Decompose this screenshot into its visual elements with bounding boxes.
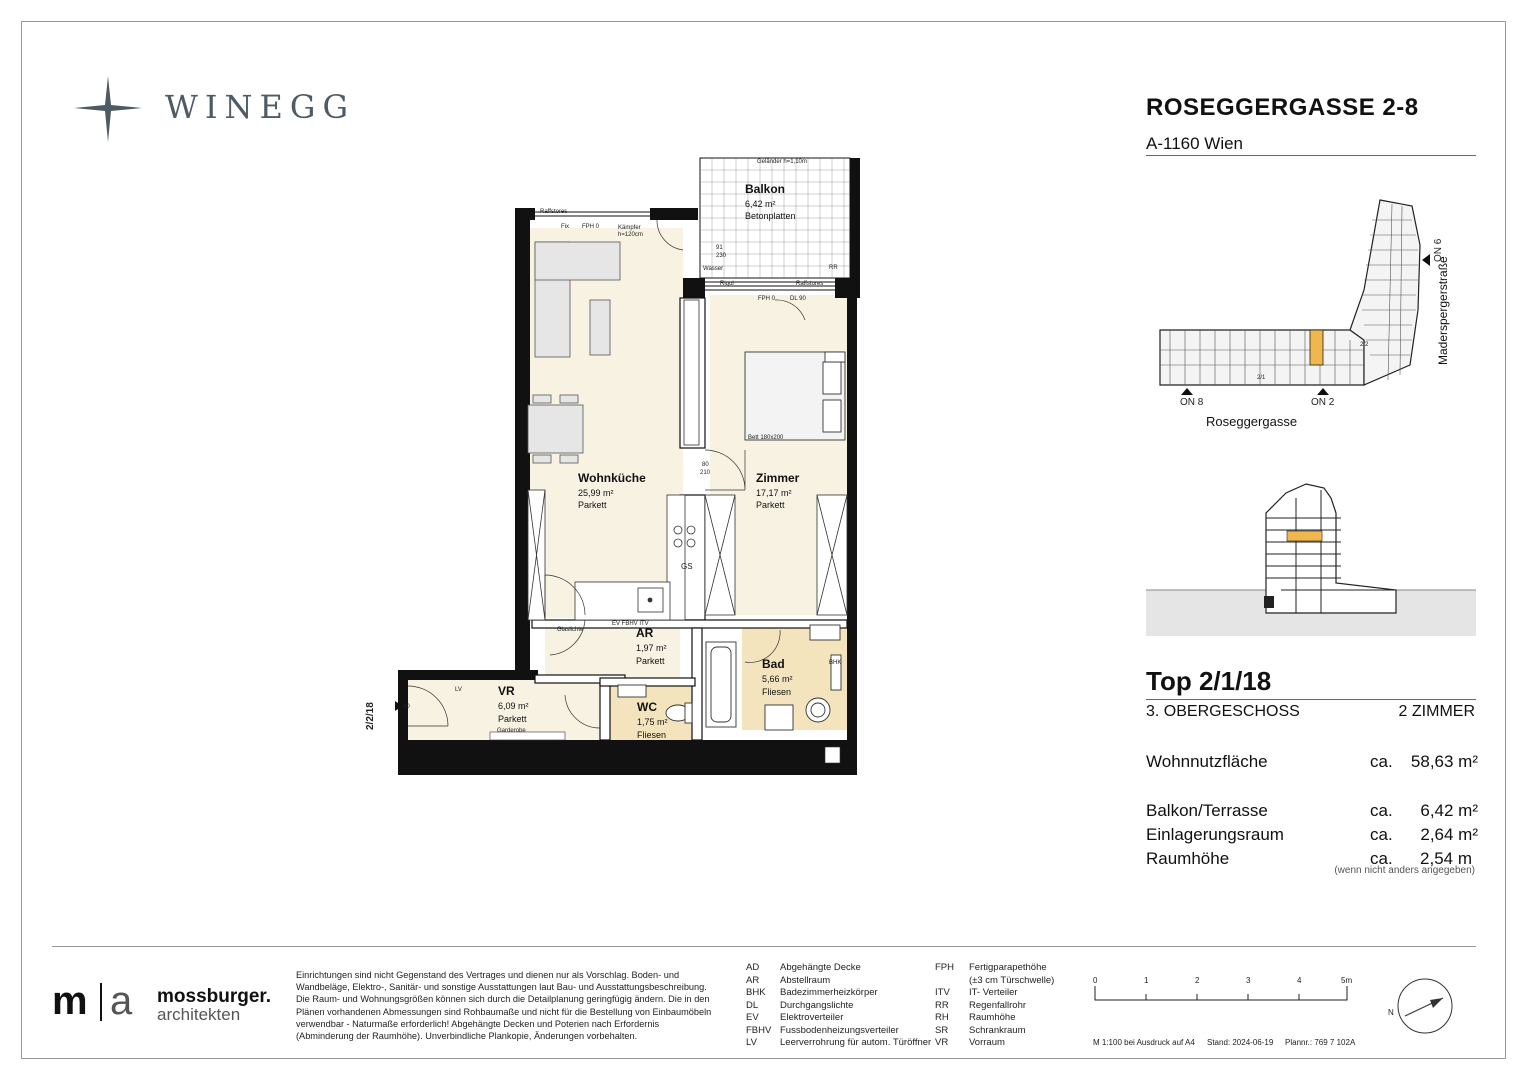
unit-mark-22: 2/2	[1360, 342, 1369, 348]
legend-item: AR Abstellraum	[746, 974, 831, 986]
unit-mark-21: 2/1	[1257, 375, 1266, 381]
room-name-ar: AR	[636, 626, 654, 640]
legend-column-1	[746, 962, 931, 1050]
north-arrow-icon	[1395, 976, 1455, 1036]
tag-gs: GS	[681, 562, 693, 571]
area-label: Raumhöhe	[1146, 849, 1230, 868]
room-area-bad: 5,66 m²	[762, 674, 793, 684]
scale-tick: 1	[1144, 976, 1149, 985]
architect-subtitle: architekten	[157, 1005, 241, 1024]
room-name-wohnkueche: Wohnküche	[578, 471, 646, 485]
room-name-vr: VR	[498, 684, 515, 698]
disclaimer-text: Einrichtungen sind nicht Gegenstand des Vertrages und dienen nur als Vorschlag. Boden- und Wandbeläge, Elektro-, Sanitär- und sonstige Ausstattungen laut Bau- und Ausstattungsbeschreibung. Die Raum- und Wohnungsgrößen können sich durch die Detailplanung geringfügig ändern. Die in den Plänen vorhandenen Abmessungen sind Rohbaumaße und nicht für die Bestellung von Einbaumöbeln verwendbar - Naturmaße erforderlich! Abgehängte Decken und Poterien nach Erfordernis (Abminderung der Raumhöhe). Unverbindliche Plankopie, Änderungen vorbehalten.	[296, 970, 712, 1042]
room-area-ar: 1,97 m²	[636, 643, 667, 653]
unit-top-number: Top 2/1/18	[1146, 666, 1272, 696]
legend-item: DL Durchgangslichte	[746, 999, 854, 1011]
tag-230: 230	[716, 253, 727, 259]
tag-lv: LV	[455, 687, 462, 693]
tag-rr: RR	[829, 265, 838, 271]
street-label-right: Maderspergerstraße	[1436, 256, 1450, 365]
room-area-vr: 6,09 m²	[498, 701, 529, 711]
room-name-zimmer: Zimmer	[756, 471, 800, 485]
scale-tick: 2	[1195, 976, 1200, 985]
room-area-balkon: 6,42 m²	[745, 199, 776, 209]
scale-tick: 4	[1297, 976, 1302, 985]
tag-glaslichte: Glaslichte	[557, 627, 584, 633]
area-value: 2,64 m²	[1420, 825, 1478, 844]
tag-rigol: Rigol	[720, 281, 734, 287]
divider	[1146, 155, 1476, 156]
room-floor-wc: Fliesen	[637, 730, 667, 740]
tag-91: 91	[716, 245, 723, 251]
tag-kaempfer: Kämpfer h=120cm	[618, 225, 643, 238]
building-section	[1146, 478, 1476, 638]
tag-fix: Fix	[561, 224, 569, 230]
address: A-1160 Wien	[1146, 134, 1244, 153]
tag-fph0: FPH 0	[582, 224, 600, 230]
room-floor-balkon: Betonplatten	[745, 211, 796, 221]
tag-bett: Bett 180x200	[748, 435, 784, 441]
architect-logo-a: a	[110, 979, 133, 1023]
scale-tick: 5m	[1341, 976, 1353, 985]
marker-on6: ON 6	[1433, 238, 1444, 262]
unit-floor: 3. OBERGESCHOSS	[1146, 703, 1300, 720]
unit-rooms: 2 ZIMMER	[1398, 703, 1475, 720]
legend-item: BHK Badezimmerheizkörper	[746, 987, 878, 998]
tag-wasser: Wasser	[703, 266, 724, 272]
legend-item: VR Vorraum	[935, 1037, 1005, 1048]
rail-height: Geländer h=1,10m	[757, 159, 807, 165]
area-row-wohnnutzflaeche	[1146, 752, 1478, 774]
tag-garderobe: Garderobe	[497, 728, 526, 734]
area-ca: ca.	[1370, 752, 1393, 771]
tag-fph0b: FPH 0	[758, 296, 776, 302]
scale-note: M 1:100 bei Ausdruck auf A4	[1093, 1038, 1195, 1047]
plan-date: Stand: 2024-06-19	[1207, 1038, 1274, 1047]
legend-item: FBHV Fussbodenheizungsverteiler	[746, 1024, 899, 1036]
legend-item: EV Elektroverteiler	[746, 1012, 844, 1023]
legend-item: RR Regenfallrohr	[935, 999, 1027, 1011]
legend-item: (±3 cm Türschwelle)	[969, 974, 1055, 986]
tag-80: 80	[702, 462, 709, 468]
tag-raffstores2: Raffstores	[796, 281, 824, 287]
page-title: ROSEGGERGASSE 2-8	[1146, 94, 1419, 121]
legend-item: LV Leerverrohrung für autom. Türöffner	[746, 1037, 932, 1048]
area-value: 2,54 m	[1420, 849, 1472, 868]
room-area-wohnkueche: 25,99 m²	[578, 488, 614, 498]
tag-raffstores: Raffstores	[540, 209, 568, 215]
room-name-balkon: Balkon	[745, 182, 786, 196]
room-floor-zimmer: Parkett	[756, 500, 785, 510]
legend-item: AD Abgehängte Decke	[746, 962, 861, 973]
height-note: (wenn nicht anders angegeben)	[1334, 865, 1475, 876]
marker-on8: ON 8	[1180, 397, 1204, 408]
legend-item: RH Raumhöhe	[935, 1012, 1016, 1023]
floor-plan	[395, 150, 865, 780]
tag-90: 90	[403, 704, 410, 710]
room-name-wc: WC	[637, 700, 657, 714]
entry-label: 2/2/18	[365, 702, 376, 730]
room-area-zimmer: 17,17 m²	[756, 488, 792, 498]
architect-name: mossburger.	[157, 986, 272, 1007]
street-label-bottom: Roseggergasse	[1206, 414, 1298, 429]
room-floor-ar: Parkett	[636, 656, 665, 666]
area-row-balkon	[1146, 801, 1478, 823]
area-row-einlagerung	[1146, 825, 1478, 847]
legend-item: FPH Fertigparapethöhe	[935, 962, 1047, 973]
room-floor-vr: Parkett	[498, 714, 527, 724]
north-label: N	[1388, 1008, 1394, 1017]
area-ca: ca.	[1370, 801, 1393, 820]
room-area-wc: 1,75 m²	[637, 717, 668, 727]
area-value: 6,42 m²	[1420, 801, 1478, 820]
tag-ev-fbhv-itv: EV FBHV ITV	[612, 621, 649, 627]
compass-star-logo-icon	[72, 72, 144, 144]
area-label: Balkon/Terrasse	[1146, 801, 1268, 820]
room-floor-wohnkueche: Parkett	[578, 500, 607, 510]
divider	[1146, 699, 1476, 700]
scale-tick: 0	[1093, 976, 1098, 985]
plan-number: Plannr.: 769 7 102A	[1285, 1038, 1356, 1047]
area-ca: ca.	[1370, 825, 1393, 844]
tag-bhk: BHK	[829, 660, 842, 666]
legend-item: SR Schrankraum	[935, 1024, 1026, 1036]
marker-on2: ON 2	[1311, 397, 1335, 408]
tag-210: 210	[700, 470, 711, 476]
architect-logo-m: m	[52, 979, 87, 1023]
area-ca: ca.	[1370, 849, 1393, 868]
area-value: 58,63 m²	[1410, 752, 1478, 771]
scale-tick: 3	[1246, 976, 1251, 985]
brand-logo-text: WINEGG	[165, 88, 356, 126]
scale-bar	[1090, 984, 1360, 1004]
logo-divider	[100, 983, 102, 1021]
tag-dl90: DL 90	[790, 296, 806, 302]
footer-divider	[52, 946, 1476, 947]
legend-column-2	[935, 962, 1054, 1050]
room-floor-bad: Fliesen	[762, 687, 792, 697]
room-name-bad: Bad	[762, 657, 785, 671]
legend-item: ITV IT- Verteiler	[935, 987, 1018, 998]
area-label: Einlagerungsraum	[1146, 825, 1284, 844]
area-label: Wohnnutzfläche	[1146, 752, 1268, 771]
